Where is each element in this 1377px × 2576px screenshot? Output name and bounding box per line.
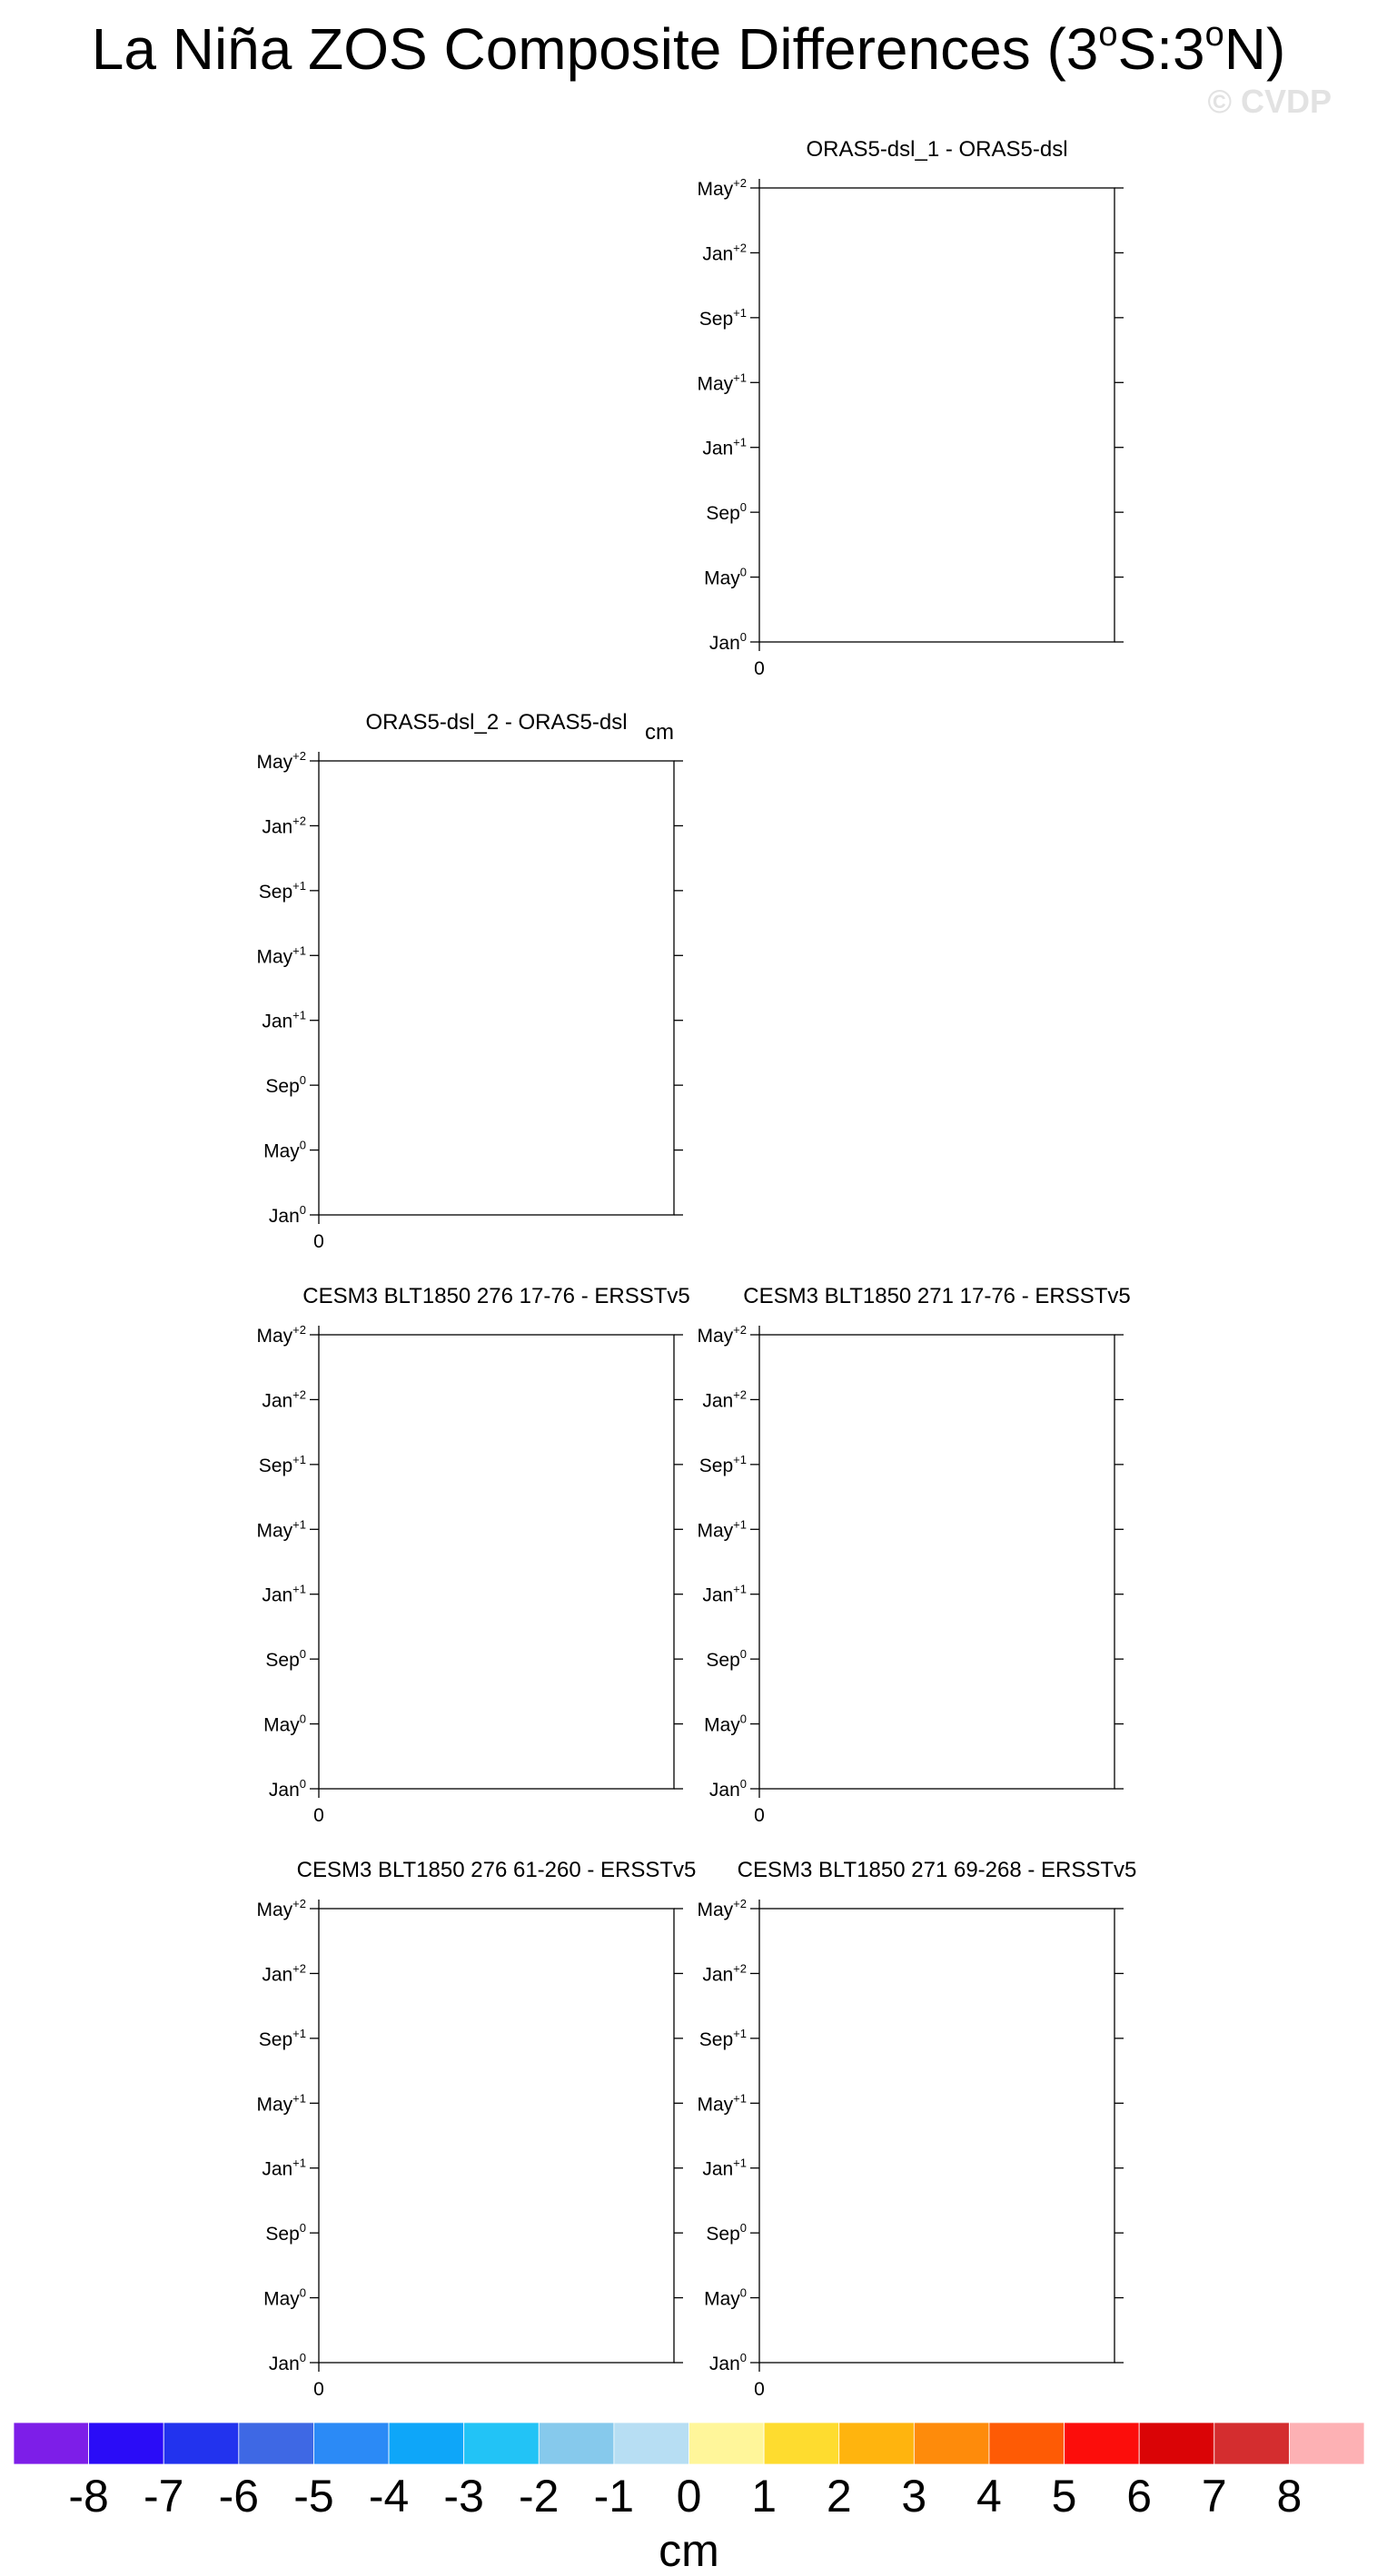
y-tick-label: Jan$^{+1}$ [702,1582,747,1606]
y-tick-label: Sep$^{+1}$ [258,2026,306,2050]
y-tick-label: Sep$^0$ [706,2221,747,2245]
y-tick-label: Jan$^0$ [268,1777,306,1801]
panel-title: CESM3 BLT1850 271 17-76 - ERSSTv5 [743,1284,1131,1308]
colorbar-box [14,2423,89,2464]
colorbar-box [689,2423,765,2464]
colorbar-box [1139,2423,1214,2464]
y-tick-label: May$^{+1}$ [256,943,306,968]
y-tick-label: Jan$^{+1}$ [262,2156,306,2180]
y-tick-label: May$^{+1}$ [697,370,747,395]
colorbar-label: -4 [368,2471,410,2522]
colorbar-label: 8 [1276,2471,1303,2522]
y-tick-label: Sep$^{+1}$ [258,1452,306,1476]
y-tick-label: Sep$^0$ [265,1073,306,1098]
y-tick-label: Jan$^0$ [708,2351,747,2374]
page-title: La Niña ZOS Composite Differences (3$^o$S:3$^o$N) [91,15,1286,82]
colorbar-label: 6 [1126,2471,1153,2522]
x-tick-label: 0 [313,1231,324,1252]
colorbar-label: -2 [519,2471,560,2522]
colorbar-box [163,2423,239,2464]
x-tick-label: 0 [754,2379,765,2400]
y-tick-label: May$^0$ [263,2285,306,2310]
colorbar-box [614,2423,689,2464]
y-tick-label: Jan$^{+1}$ [262,1008,306,1032]
y-tick-label: Jan$^{+1}$ [262,1582,306,1606]
colorbar-box [989,2423,1065,2464]
watermark: © CVDP [1207,83,1332,120]
y-tick-label: Sep$^0$ [265,2221,306,2245]
x-tick-label: 0 [754,1805,765,1826]
y-tick-label: Jan$^{+2}$ [702,241,747,265]
colorbar-label: 1 [751,2471,778,2522]
x-tick-label: 0 [754,658,765,679]
colorbar-box [89,2423,164,2464]
panel-title: CESM3 BLT1850 271 69-268 - ERSSTv5 [737,1858,1137,1882]
colorbar-label: 3 [901,2471,927,2522]
panel-title: CESM3 BLT1850 276 61-260 - ERSSTv5 [296,1858,697,1882]
panel-title: ORAS5-dsl_2 - ORAS5-dsl [365,710,628,735]
y-tick-label: May$^{+1}$ [256,1517,306,1542]
y-tick-label: May$^{+2}$ [256,749,306,773]
y-tick-label: Jan$^0$ [268,1203,306,1227]
y-tick-label: Jan$^{+2}$ [262,1387,306,1412]
colorbar-label: -7 [143,2471,184,2522]
y-tick-label: Sep$^{+1}$ [258,878,306,903]
y-tick-label: May$^0$ [704,565,747,589]
y-tick-label: Jan$^{+2}$ [702,1961,747,1986]
y-tick-label: May$^0$ [704,2285,747,2310]
colorbar-box [1214,2423,1290,2464]
y-tick-label: May$^{+2}$ [256,1897,306,1920]
panel-title: CESM3 BLT1850 276 17-76 - ERSSTv5 [302,1284,690,1308]
colorbar-label: 4 [976,2471,1002,2522]
y-tick-label: Jan$^0$ [708,630,747,654]
colorbar-box [1065,2423,1140,2464]
y-tick-label: Jan$^0$ [268,2351,306,2374]
colorbar-box [539,2423,614,2464]
colorbar-label: 7 [1201,2471,1227,2522]
colorbar-box [313,2423,389,2464]
colorbar-units: cm [659,2525,719,2576]
y-tick-label: May$^{+2}$ [697,1323,747,1347]
x-tick-label: 0 [313,2379,324,2400]
y-tick-label: May$^{+1}$ [697,1517,747,1542]
y-tick-label: Sep$^0$ [706,500,747,525]
y-tick-label: Sep$^{+1}$ [698,305,747,330]
colorbar-box [764,2423,839,2464]
colorbar-box [914,2423,989,2464]
y-tick-label: Sep$^{+1}$ [698,1452,747,1476]
x-tick-label: 0 [313,1805,324,1826]
colorbar-box [839,2423,915,2464]
y-tick-label: Jan$^0$ [708,1777,747,1801]
colorbar-label: -3 [443,2471,484,2522]
colorbar-box [1289,2423,1364,2464]
y-tick-label: Jan$^{+2}$ [262,1961,306,1986]
colorbar-label: -6 [218,2471,260,2522]
y-tick-label: Jan$^{+1}$ [702,2156,747,2180]
colorbar-label: 2 [826,2471,852,2522]
colorbar-label: 0 [676,2471,702,2522]
panel-units-label: cm [645,720,674,745]
y-tick-label: Sep$^{+1}$ [698,2026,747,2050]
y-tick-label: May$^{+2}$ [697,1897,747,1920]
y-tick-label: Jan$^{+1}$ [702,435,747,459]
colorbar-box [464,2423,540,2464]
colorbar-box [239,2423,314,2464]
y-tick-label: May$^{+2}$ [256,1323,306,1347]
y-tick-label: May$^0$ [263,1138,306,1162]
y-tick-label: May$^0$ [263,1712,306,1736]
colorbar-label: 5 [1051,2471,1077,2522]
y-tick-label: May$^0$ [704,1712,747,1736]
colorbar-group [14,2423,1364,2576]
colorbar-label: -1 [593,2471,635,2522]
y-tick-label: Jan$^{+2}$ [702,1387,747,1412]
y-tick-label: Sep$^0$ [265,1647,306,1672]
y-tick-label: May$^{+1}$ [697,2091,747,2116]
panel-title: ORAS5-dsl_1 - ORAS5-dsl [806,137,1068,162]
y-tick-label: Sep$^0$ [706,1647,747,1672]
colorbar-box [389,2423,464,2464]
colorbar-label: -8 [68,2471,109,2522]
y-tick-label: May$^{+2}$ [697,176,747,200]
y-tick-label: May$^{+1}$ [256,2091,306,2116]
colorbar-label: -5 [293,2471,334,2522]
y-tick-label: Jan$^{+2}$ [262,814,306,838]
